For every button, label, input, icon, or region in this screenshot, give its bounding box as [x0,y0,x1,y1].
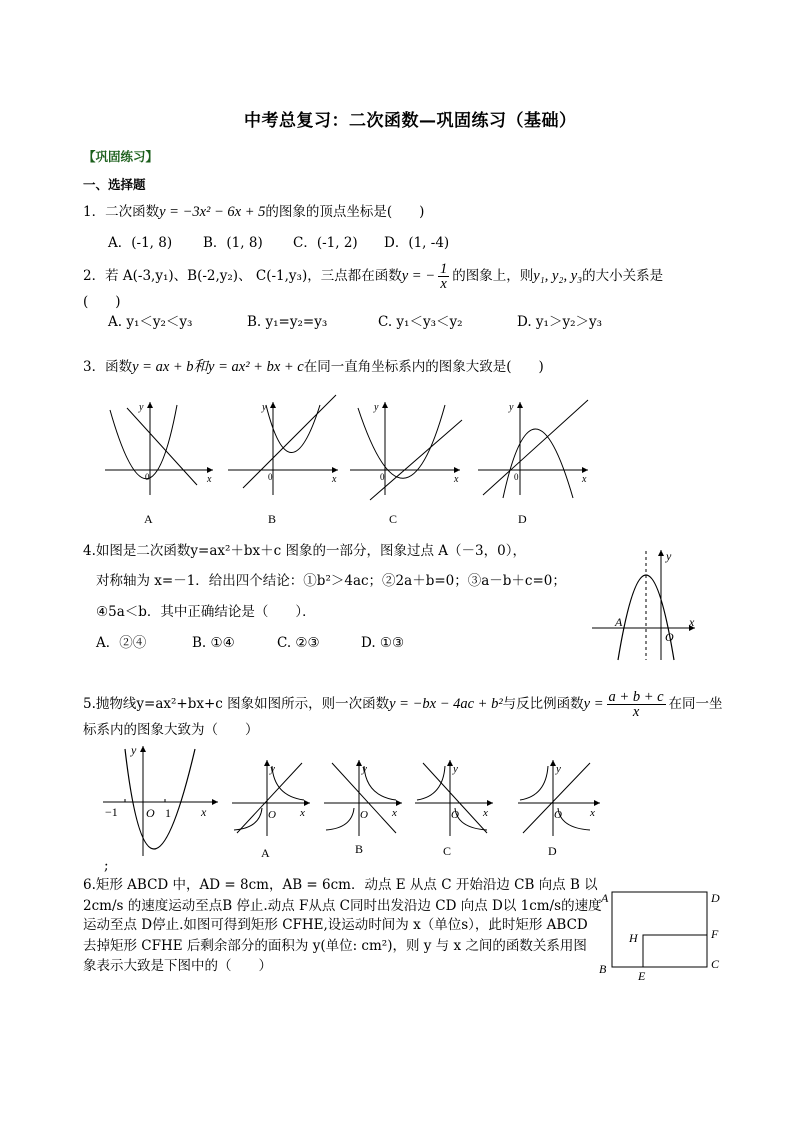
q2-option-c: C. y₁＜y₃＜y₂ [378,314,463,330]
q6-label-b: B [599,962,607,976]
q3c-origin: 0 [380,472,385,482]
q2-fraction [438,262,449,291]
q5-tick-o: O [146,806,155,820]
q5-graph-b [324,758,404,838]
q6-line-1: 6.矩形 ABCD 中，AD = 8cm，AB = 6cm．动点 E 从点 C 开始沿边 CB 向点 B 以 [83,877,598,893]
q3-label-d: D [518,512,527,526]
q3-graph-c [350,400,465,500]
part-heading: 一、选择题 [83,177,146,192]
q6-rectangle-figure [597,887,727,987]
q3-label-b: B [268,512,277,526]
q2-option-b: B. y₁=y₂=y₃ [247,314,328,330]
q5-label-b: B [355,842,364,856]
q1-option-d: D．(1, -4) [384,235,450,251]
q3-graph-a [105,400,215,500]
q5b-x: x [392,807,397,819]
q1-option-a: A．(-1, 8) [108,235,173,251]
q3-graph-d [478,400,593,500]
q3-graph-b [228,400,343,500]
q4-label-y: y [666,549,672,563]
q5-graph-c [415,758,495,838]
q3d-origin: 0 [514,472,519,482]
q5-tick-neg1: −1 [105,805,118,819]
q5-stray-mark: ; [104,858,109,874]
q5-frac-num: a + b + c [608,689,664,705]
q3a-x-label: x [207,474,212,485]
q5b-y: y [362,763,367,775]
q6-line-5: 象表示大致是下图中的（ ） [83,958,272,974]
q5-text-b: 与反比例函数 [502,696,584,712]
q5-axis-y: y [131,743,137,757]
q3a-origin: 0 [145,472,150,482]
q6-label-h: H [629,931,638,945]
q3-formula: y = ax + b和y = ax² + bx + c [132,359,304,375]
q5c-y: y [453,763,458,775]
q3b-origin: 0 [268,472,273,482]
q5d-o: O [554,809,562,821]
q5-formula-a: y = −bx − 4ac + b² [389,696,503,712]
question-2 [83,262,663,291]
q4-line-3: ④5a＜b．其中正确结论是（ ）． [96,604,316,620]
q3-suffix: 在同一直角坐标系内的图象大致是( ) [303,359,544,375]
q2-formula-lhs: y = − [401,268,435,284]
q2-blank: ( ) [83,294,121,310]
q2-frac-num: 1 [439,261,448,277]
q5-formula-b-lhs: y = [583,696,604,712]
q5b-o: O [360,809,368,821]
q4-line-2: 对称轴为 x=－1．给出四个结论：①b²＞4ac；②2a＋b=0；③a－b＋c=0； [96,573,566,589]
page-title: 中考总复习：二次函数—巩固练习（基础） [244,111,577,131]
q4-option-c: C. ②③ [277,635,320,651]
section-label: 【巩固练习】 [83,149,159,164]
q3-label-a: A [144,512,153,526]
q4-label-x: x [689,615,695,629]
q2-text-a: 2．若 A(-3,y₁)、B(-2,y₂)、 C(-1,y₃)，三点都在函数 [83,268,402,284]
question-1 [83,203,424,221]
q1-formula: y = −3x² − 6x + 5 [159,204,266,220]
q5-text-a: 5.抛物线y=ax²+bx+c 图象如图所示，则一次函数 [83,696,390,712]
q4-option-a: A．②④ [96,635,147,651]
q5-label-d: D [548,844,557,858]
q3c-y-label: y [374,402,379,413]
q3c-x-label: x [454,474,459,485]
q5-axis-x: x [201,805,207,819]
q6-label-c: C [711,957,720,971]
q5-fraction [607,690,666,719]
q2-text-b: 的图象上，则 [452,268,534,284]
q5-line-2: 标系内的图象大致为（ ） [83,722,259,738]
q2-option-a: A. y₁＜y₂＜y₃ [108,314,193,330]
q3a-y-label: y [139,402,144,413]
q5c-o: O [451,809,459,821]
q5a-x: x [300,807,305,819]
q6-line-4: 去掉矩形 CFHE 后剩余部分的面积为 y(单位: cm²)，则 y 与 x 之间的函数关系用图 [83,938,587,954]
q2-frac-den: x [440,276,447,292]
q1-suffix: 的图象的顶点坐标是( ) [265,204,425,220]
q5-label-c: C [443,844,452,858]
q5-graph-a [232,758,312,838]
q6-label-a: A [601,891,609,905]
q6-label-d: D [711,891,720,905]
q6-label-f: F [711,927,719,941]
q2-text-c: 的大小关系是 [582,268,664,284]
q1-option-c: C．(-1, 2) [293,235,358,251]
q2-vars: y₁, y₂, y₃ [533,268,583,284]
q5-parabola-figure [103,744,223,859]
q5c-x: x [483,807,488,819]
q1-option-b: B．(1, 8) [203,235,263,251]
q5-tick-1: 1 [165,806,171,820]
q4-line-1: 4.如图是二次函数y=ax²＋bx＋c 图象的一部分，图象过点 A（－3，0）， [83,543,526,559]
q3d-x-label: x [582,474,587,485]
q5-frac-den: x [632,704,640,720]
q4-option-b: B. ①④ [192,635,235,651]
q3-prefix: 3．函数 [83,359,133,375]
question-3 [83,358,544,376]
q5a-y: y [270,763,275,775]
q3b-x-label: x [332,474,337,485]
q6-line-2: 2cm/s 的速度运动至点B 停止.动点 F从点 C同时出发沿边 CD 向点 D以 1cm/s的速度 [83,898,602,914]
q4-label-a: A [615,615,623,629]
q1-prefix: 1．二次函数 [83,204,160,220]
q3b-y-label: y [262,402,267,413]
q6-label-e: E [638,969,646,983]
q5-text-c: 在同一坐 [668,696,723,712]
q5d-y: y [556,763,561,775]
q4-option-d: D. ①③ [361,635,405,651]
q6-line-3: 运动至点 D停止.如图可得到矩形 CFHE,设运动时间为 x（单位s），此时矩形 ABCD [83,917,588,933]
q4-label-o: O [665,630,674,644]
q3d-y-label: y [509,402,514,413]
q5-label-a: A [261,846,270,860]
q5a-o: O [268,809,276,821]
q5-graph-d [518,758,603,838]
q2-option-d: D. y₁＞y₂＞y₃ [517,314,603,330]
q4-figure [590,548,700,663]
q5d-x: x [590,807,595,819]
q3-label-c: C [389,512,398,526]
q5-line-1 [83,690,723,719]
